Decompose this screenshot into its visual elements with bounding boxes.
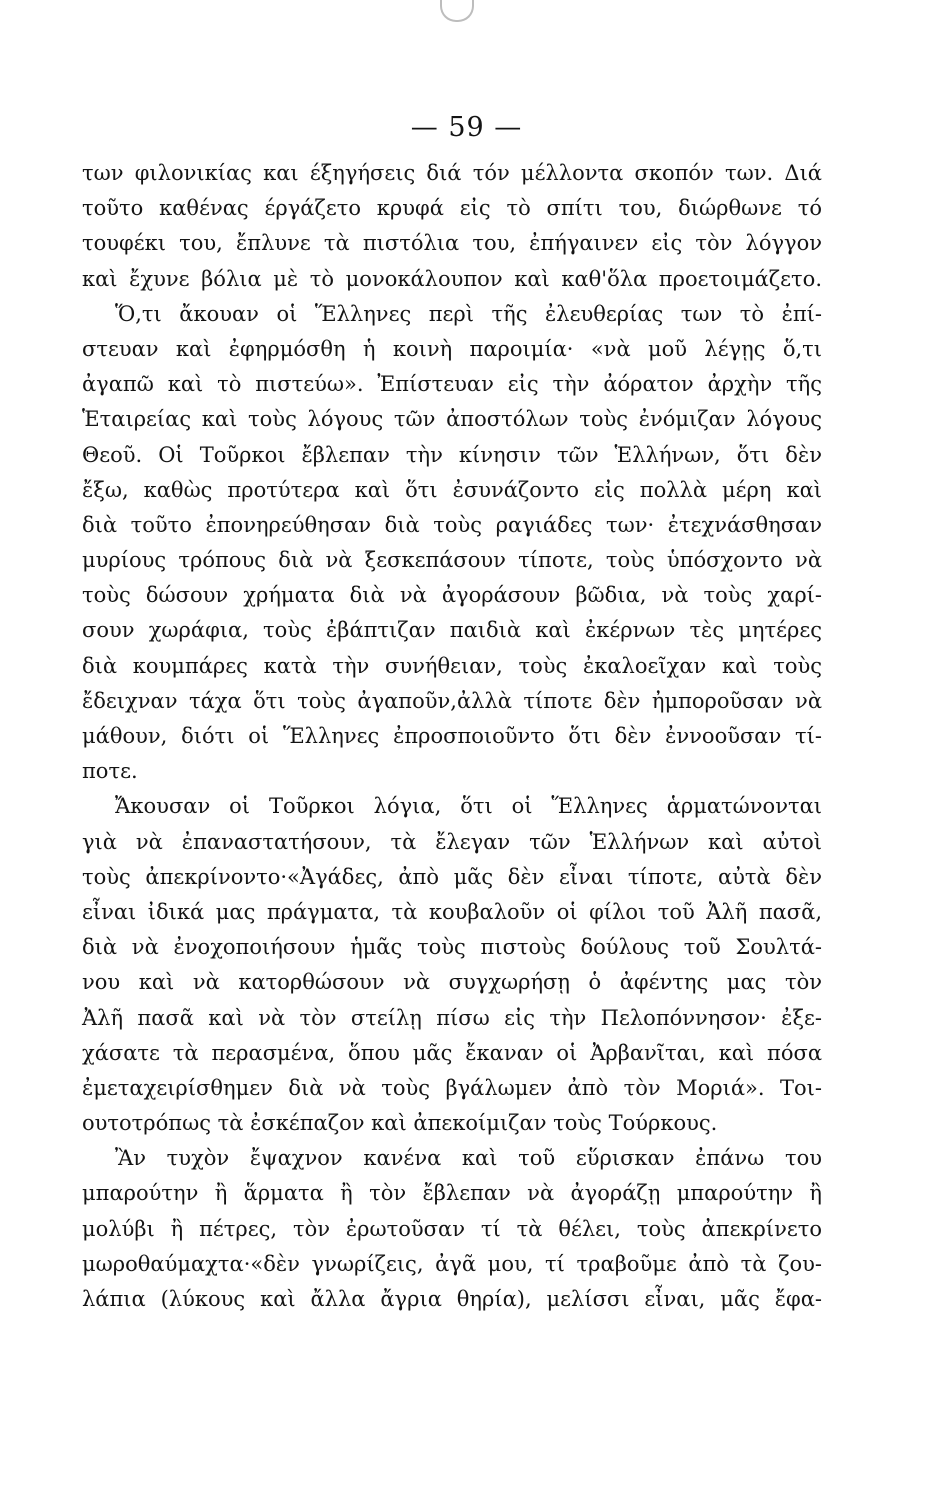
body-text bbox=[82, 156, 822, 1317]
text-line: Ἑταιρείας καὶ τοὺς λόγους τῶν ἀποστόλων τοὺς ἐνόμιζαν λόγους bbox=[82, 407, 822, 432]
text-line: ἀγαπῶ καὶ τὸ πιστεύω». Ἐπίστευαν εἰς τὴν ἀόρατον ἀρχὴν τῆς bbox=[82, 372, 822, 397]
text-line: ἔξω, καθὼς προτύτερα καὶ ὅτι ἐσυνάζοντο εἰς πολλὰ μέρη καὶ bbox=[82, 477, 822, 502]
text-line: χάσατε τὰ περασμένα, ὅπου μᾶς ἔκαναν οἱ Ἀρβανῖται, καὶ πόσα bbox=[82, 1040, 822, 1065]
text-line: ἐμεταχειρίσθημεν διὰ νὰ τοὺς βγάλωμεν ἀπὸ τὸν Μοριά». Τοι- bbox=[82, 1075, 822, 1100]
text-line: σουν χωράφια, τοὺς ἐβάπτιζαν παιδιὰ καὶ ἐκέρνων τὲς μητέρες bbox=[82, 618, 822, 643]
text-line: Θεοῦ. Οἱ Τοῦρκοι ἔβλεπαν τὴν κίνησιν τῶν Ἑλλήνων, ὅτι δὲν bbox=[82, 442, 822, 467]
text-line: Ἂν τυχὸν ἔψαχνον κανένα καὶ τοῦ εὕρισκαν ἐπάνω του bbox=[115, 1146, 822, 1171]
text-line: τουφέκι του, ἔπλυνε τὰ πιστόλια του, ἐπήγαινεν εἰς τὸν λόγγον bbox=[82, 231, 822, 256]
text-line: μολύβι ἢ πέτρες, τὸν ἐρωτοῦσαν τί τὰ θέλει, τοὺς ἀπεκρίνετο bbox=[82, 1216, 822, 1241]
text-line: διὰ νὰ ἐνοχοποιήσουν ἡμᾶς τοὺς πιστοὺς δούλους τοῦ Σουλτά- bbox=[82, 935, 822, 960]
text-line: εἶναι ἰδικά μας πράγματα, τὰ κουβαλοῦν οἱ φίλοι τοῦ Ἀλῆ πασᾶ, bbox=[82, 899, 822, 924]
text-line: τοὺς δώσουν χρήματα διὰ νὰ ἀγοράσουν βῶδια, νὰ τοὺς χαρί- bbox=[82, 583, 822, 608]
text-line: ἔδειχναν τάχα ὅτι τοὺς ἀγαποῦν,ἀλλὰ τίποτε δὲν ἠμποροῦσαν νὰ bbox=[82, 688, 822, 713]
text-line: μπαρούτην ἢ ἅρματα ἢ τὸν ἔβλεπαν νὰ ἀγοράζῃ μπαρούτην ἢ bbox=[82, 1181, 822, 1206]
text-line: Ὅ,τι ἄκουαν οἱ Ἕλληνες περὶ τῆς ἐλευθερίας των τὸ ἐπί- bbox=[115, 301, 822, 326]
text-line: μάθουν, διότι οἱ Ἕλληνες ἐπροσποιοῦντο ὅτι δὲν ἐννοοῦσαν τί- bbox=[82, 724, 822, 748]
text-line: γιὰ νὰ ἐπαναστατήσουν, τὰ ἔλεγαν τῶν Ἑλλήνων καὶ αὐτοὶ bbox=[82, 829, 822, 854]
binding-mark bbox=[440, 0, 474, 22]
text-line: μωροθαύμαχτα·«δὲν γνωρίζεις, ἀγᾶ μου, τί τραβοῦμε ἀπὸ τὰ ζου- bbox=[82, 1251, 822, 1276]
text-line: τοὺς ἀπεκρίνοντο·«Ἀγάδες, ἀπὸ μᾶς δὲν εἶναι τίποτε, αὐτὰ δὲν bbox=[82, 864, 822, 889]
text-line: λάπια (λύκους καὶ ἄλλα ἄγρια θηρία), μελίσσι εἶναι, μᾶς ἔφα- bbox=[82, 1287, 822, 1311]
text-line: διὰ τοῦτο ἐπονηρεύθησαν διὰ τοὺς ραγιάδες των· ἐτεχνάσθησαν bbox=[82, 512, 822, 537]
text-line: τοῦτο καθένας έργάζετο κρυφά εἰς τὸ σπίτι του, διώρθωνε τό bbox=[82, 196, 822, 221]
text-line: στευαν καὶ ἐφηρμόσθη ἡ κοινὴ παροιμία· «νὰ μοῦ λέγῃς ὅ,τι bbox=[82, 336, 822, 361]
text-line: διὰ κουμπάρες κατὰ τὴν συνήθειαν, τοὺς ἐκαλοεῖχαν καὶ τοὺς bbox=[82, 653, 822, 678]
text-line: μυρίους τρόπους διὰ νὰ ξεσκεπάσουν τίποτε, τοὺς ὑπόσχοντο νὰ bbox=[82, 548, 822, 573]
page-number: — 59 — bbox=[410, 112, 523, 143]
text-line: των φιλονικίας και έξηγήσεις διά τόν μέλλοντα σκοπόν των. Διά bbox=[82, 161, 822, 185]
text-line: Ἀλῆ πασᾶ καὶ νὰ τὸν στείλῃ πίσω εἰς τὴν Πελοπόννησον· ἐξε- bbox=[82, 1005, 822, 1030]
text-line: νου καὶ νὰ κατορθώσουν νὰ συγχωρήσῃ ὁ ἀφέντης μας τὸν bbox=[82, 970, 822, 995]
text-line: Ἄκουσαν οἱ Τοῦρκοι λόγια, ὅτι οἱ Ἕλληνες ἁρματώνονται bbox=[115, 794, 822, 819]
text-line: καὶ ἔχυνε βόλια μὲ τὸ μονοκάλουπον καὶ καθ'ὅλα προετοιμάζετο. bbox=[82, 266, 822, 291]
text-line: ποτε. bbox=[82, 759, 138, 784]
text-line: ουτοτρόπως τὰ ἐσκέπαζον καὶ ἀπεκοίμιζαν τοὺς Τούρκους. bbox=[82, 1111, 718, 1136]
